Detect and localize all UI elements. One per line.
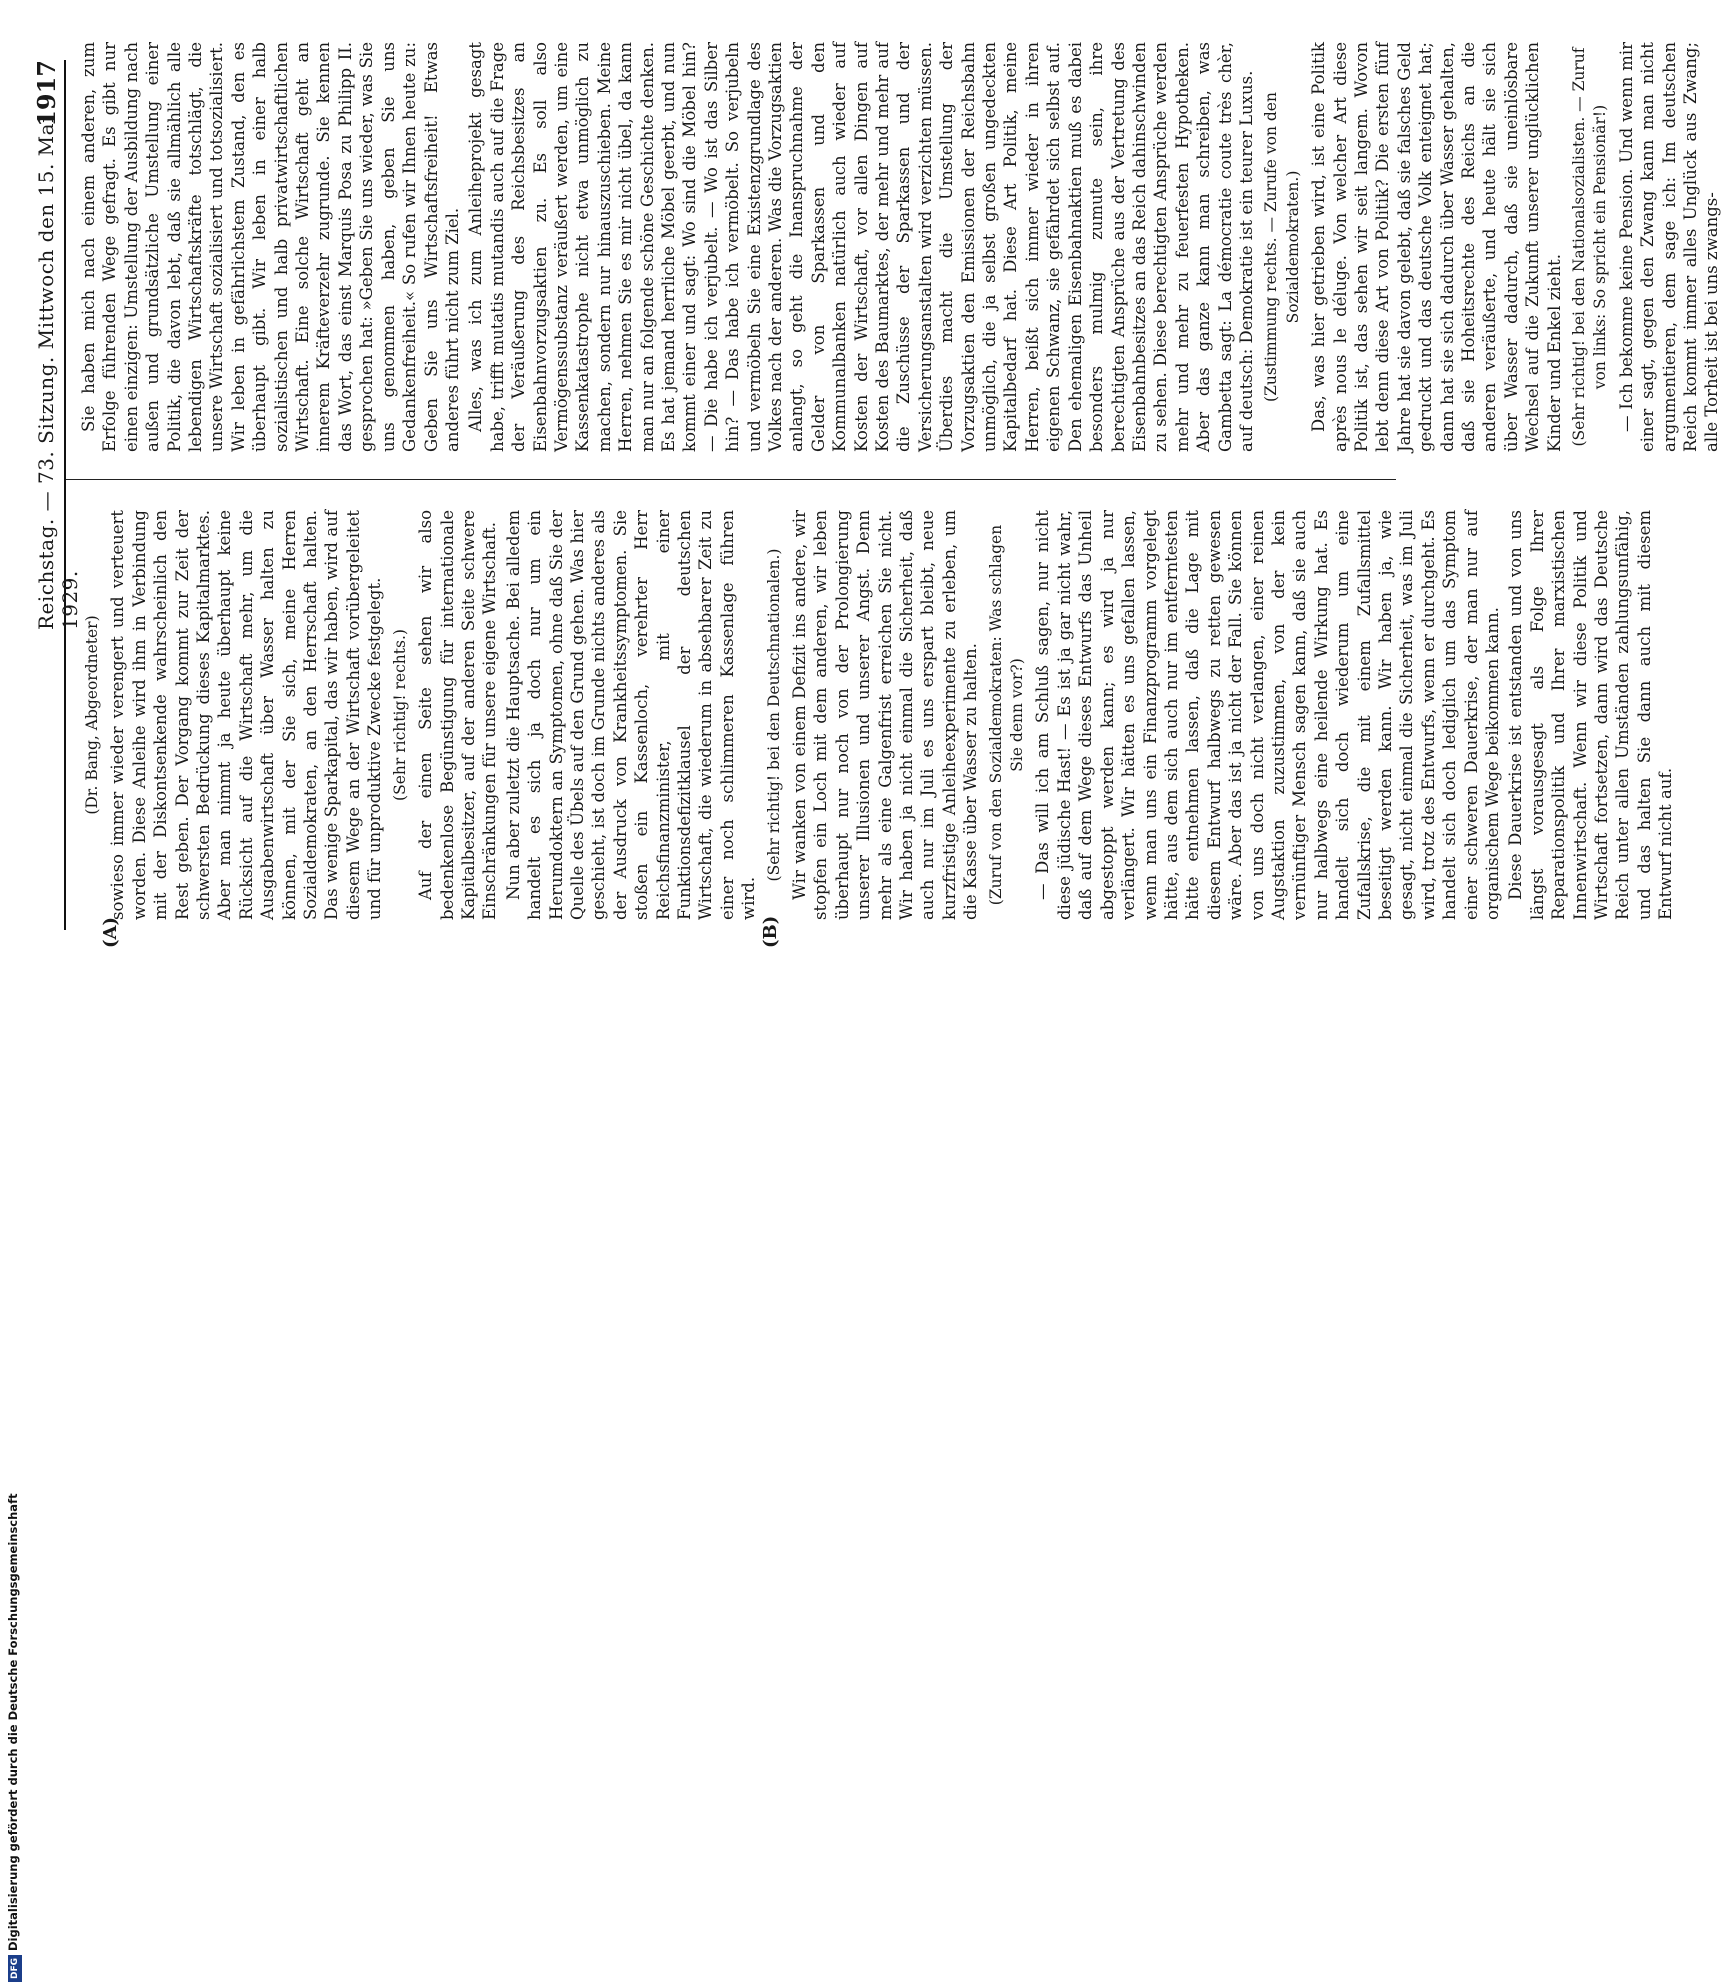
margin-marker-b: (B) [760,915,781,948]
paragraph: Wir wanken von einem Defizit ins andere, wir stopfen ein Loch mit dem anderen, wir leben überhaupt nur noch von der Prolongierung unserer Illusionen und unserer Angst. Denn mehr als eine Galgenfrist erreichen Sie nicht. Wir haben ja nicht einmal die Sicherheit, daß auch nur im Juli es uns erspart bleibt, neue kurzfristige Anleiheexperimente zu erleben, um die Kasse über Wasser zu halten. [790,510,981,920]
page-number: 1917 [32,60,61,127]
interjection: (Sehr richtig! bei den Deutschnationalen.) [764,548,783,882]
paragraph: Diese Dauerkrise ist entstanden und von uns längst vorausgesagt als Folge Ihrer Reparationspolitik und Ihrer marxistischen Innenwirtschaft. Wenn wir diese Politik und Wirtschaft fortsetzen, dann wird das Deutsche Reich unter allen Umständen zahlungsunfähig, und das halten Sie dann auch mit diesem Entwurf nicht auf. [1506,510,1676,920]
interjection: (Zustimmung rechts. — Zurufe von den Sozialdemokraten.) [1262,92,1302,402]
left-column [78,510,1679,920]
paragraph: Nun aber zuletzt die Hauptsache. Bei alledem handelt es sich ja doch nur um ein Herumdoktern an Symptomen, ohne daß Sie der Quelle des Übels auf den Grund gehen. Was hier geschieht, ist doch im Grunde nichts anderes als der Ausdruck von Krankheitssymptomen. Sie stoßen ein Kassenloch, verehrter Herr Reichsfinanzminister, mit einer Funktionsdefizitklausel der deutschen Wirtschaft, die wiederum in absehbarer Zeit zu einer noch schlimmeren Kassenlage führen wird. [503,510,759,920]
interjection: (Sehr richtig! bei den Nationalsozialisten. — Zuruf von links: So spricht ein Pensionär!) [1570,47,1610,447]
digitization-footer [0,982,1434,1979]
footer-credit: Digitalisierung gefördert durch die Deutsche Forschungsgemeinschaft [6,1493,20,1951]
paragraph: Alles, was ich zum Anleiheprojekt gesagt habe, trifft mutatis mutandis auch auf die Frage der Veräußerung des Reichsbesitzes an Eisenbahnvorzugsaktien zu. Es soll also Vermögenssubstanz veräußert werden, um eine Kassenkatastrophe nicht etwa unmöglich zu machen, sondern nur hinauszuschieben. Meine Herren, nehmen Sie es mir nicht übel, da kann man nur an folgende schöne Geschichte denken. Es hat jemand herrliche Möbel geerbt, und nun kommt einer und sagt: Wo sind die Möbel hin? — Die habe ich verjubelt. — Wo ist das Silber hin? — Das habe ich vermöbelt. So verjubeln und vermöbeln Sie eine Existenzgrundlage des Volkes nach der anderen. Was die Vorzugsaktien anlangt, so geht die Inanspruchnahme der Gelder von Sparkassen und den Kommunalbanken natürlich auch wieder auf Kosten der Wirtschaft, vor allen Dingen auf Kosten des Baumarktes, der mehr und mehr auf die Zuschüsse der Sparkassen und der Versicherungsanstalten wird verzichten müssen. Überdies macht die Umstellung der Vorzugsaktien den Emissionen der Reichsbahn unmöglich, die ja selbst großen ungedeckten Kapitalbedarf hat. Diese Art Politik, meine Herren, beißt sich immer wieder in ihren eigenen Schwanz, sie gefährdet sich selbst auf. Den ehemaligen Eisenbahnaktien muß es dabei besonders mulmig zumute sein, ihre berechtigten Ansprüche aus der Vertretung des Eisenbahnbesitzes an das Reich dahinschwinden zu sehen. Diese berechtigten Ansprüche werden mehr und mehr zu feuerfesten Hypotheken. Aber das ganze kann man schreiben, was Gambetta sagt: La démocratie coute très chèr, auf deutsch: Demokratie ist ein teurer Luxus. [466,42,1256,452]
paragraph: Auf der einen Seite sehen wir also bedenkenlose Begünstigung für internationale Kapitalbesitzer, auf der anderen Seite schwere Einschränkungen für unsere eigene Wirtschaft. [416,510,500,920]
paragraph: sowieso immer wieder verengert und verteuert worden. Diese Anleihe wird ihm in Verbindung mit der Diskontsenkende wahrscheinlich den Rest geben. Der Vorgang kommt zur Zeit der schwersten Bedrückung dieses Kapitalmarktes. Aber man nimmt ja heute überhaupt keine Rücksicht auf die Wirtschaft mehr, um die Ausgabenwirtschaft über Wasser halten zu können, mit der Sie sich, meine Herren Sozialdemokraten, an den Herrschaft halten. Das wenige Sparkapital, das wir haben, wird auf diesem Wege an der Wirtschaft vorübergeleitet und für unproduktive Zwecke festgelegt. [108,510,385,920]
interjection: (Zuruf von den Sozialdemokraten: Was schlagen Sie denn vor?) [986,524,1027,906]
page-header [30,60,82,930]
paragraph: Sie haben mich nach einem anderen, zum Erfolge führenden Wege gefragt. Es gibt nur einen einzigen: Umstellung der Ausbildung nach außen und grundsätzliche Umstellung einer Politik, die davon lebt, daß sie allmählich alle lebendigen Wirtschaftskräfte totschlägt, die unsere Wirtschaft sozialisiert und totsozialisiert. Wir leben in gefährlichstem Zustand, den es überhaupt gibt. Wir leben in einer halb sozialistischen und halb privatwirtschaftlichen Wirtschaft. Eine solche Wirtschaft geht an innerem Kräfteverzehr zugrunde. Sie kennen das Wort, das einst Marquis Posa zu Philipp II. gesprochen hat: »Geben Sie uns wieder, was Sie uns genommen haben, geben Sie uns Gedankenfreiheit.« So rufen wir Ihnen heute zu: Geben Sie uns Wirtschaftsfreiheit! Etwas anderes führt nicht zum Ziel. [79,42,462,452]
column-divider [66,479,1396,480]
margin-marker-a: (A) [100,917,121,948]
dfg-logo: DFG [8,1955,22,1982]
right-column [78,42,1725,452]
running-title: Reichstag. — 73. Sitzung. Mittwoch den 15. Mai 1929. [34,116,82,630]
interjection: (Sehr richtig! rechts.) [390,629,409,801]
paragraph: — Das will ich am Schluß sagen, nur nicht diese jüdische Hast! — Es ist ja gar nicht wahr, daß auf dem Wege dieses Entwurfs das Unheil abgestoppt werden kann; es wird ja nur verlängert. Wir hätten es uns gefallen lassen, wenn man uns ein Finanzprogramm vorgelegt hätte, aus dem sich auch nur im entferntesten hätte entnehmen lassen, daß die Lage mit diesem Entwurf halbwegs zu retten gewesen wäre. Aber das ist ja nicht der Fall. Sie können von uns doch nicht verlangen, einer reinen Augstaktion zuzustimmen, von der kein vernünftiger Mensch sagen kann, daß sie auch nur halbwegs eine heilende Wirkung hat. Es handelt sich doch wiederum um eine Zufallskrise, die mit einem Zufallsmittel beseitigt werden kann. Wir haben ja, wie gesagt, nicht einmal die Sicherheit, was im Juli wird, trotz des Entwurfs, wenn er durchgeht. Es handelt sich doch lediglich um das Symptom einer schweren Dauerkrise, der man nur auf organischem Wege beikommen kann. [1033,510,1502,920]
footer-credit-line [4,982,22,1982]
speaker-label: (Dr. Bang, Abgeordneter) [83,615,101,815]
paragraph: Das, was hier getrieben wird, ist eine Politik après nous le déluge. Von welcher Art diese Politik ist, das sehen wir seit langem. Wovon lebt denn diese Art von Politik? Die ersten fünf Jahre hat sie davon gelebt, daß sie falsches Geld gedruckt und das deutsche Volk enteignet hat; dann hat sie sich dadurch über Wasser gehalten, daß sie Hoheitsrechte des Reichs an die anderen veräußerte, und heute hält sie sich über Wasser dadurch, daß sie uneinlösbare Wechsel auf die Zukunft unserer unglücklichen Kinder und Enkel zieht. [1309,42,1564,452]
paragraph: — Ich bekomme keine Pension. Und wenn mir einer sagt, gegen den Zwang kann man nicht argumentieren, dem sage ich: Im deutschen Reich kommt immer alles Unglück aus Zwang; alle Torheit ist bei uns zwangs- [1616,42,1722,452]
